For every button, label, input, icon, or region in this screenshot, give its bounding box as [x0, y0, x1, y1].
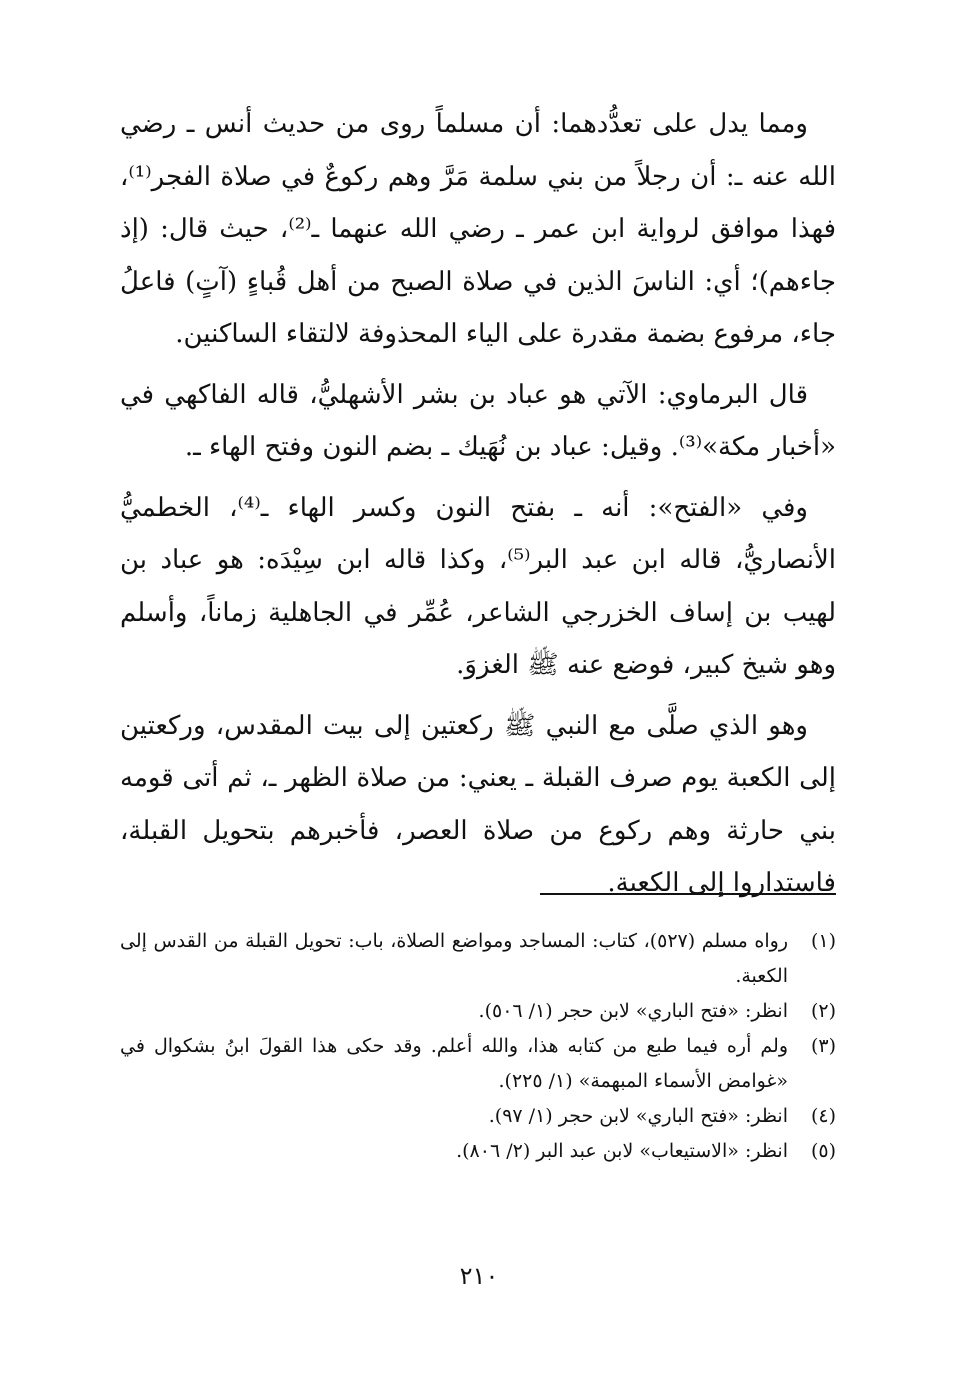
footnote-4 [120, 1099, 836, 1134]
paragraph-3: وفي «الفتح»: أنه ـ بفتح النون وكسر الهاء ـ⁽⁴⁾، الخطميُّ الأنصاريُّ، قاله ابن عبد البر⁽⁵⁾، وكذا قاله ابن سِيْدَه: هو عباد بن لهيب بن إساف الخزرجي الشاعر، عُمِّر في الجاهلية زماناً، وأسلم وهو شيخ كبير، فوضع عنه ﷺ الغزوَ. [120, 492, 837, 680]
paragraph-1: ومما يدل على تعدُّدهما: أن مسلماً روى من حديث أنس ـ رضي الله عنه ـ: أن رجلاً من بني سلمة مَرَّ وهم ركوعٌ في صلاة الفجر⁽¹⁾، فهذا موافق لرواية ابن عمر ـ رضي الله عنهما ـ⁽²⁾، حيث قال: (إذ جاءهم)؛ أي: الناسَ الذين في صلاة الصبح من أهل قُباءٍ (آتٍ) فاعلُ جاء، مرفوع بضمة مقدرة على الياء المحذوفة لالتقاء الساكنين. [120, 109, 837, 349]
footnote-number: (٤) [810, 1105, 836, 1127]
footnote-3 [120, 1029, 836, 1099]
footnote-number: (٥) [810, 1140, 836, 1162]
footnote-1 [120, 924, 836, 994]
main-text [120, 98, 836, 910]
footnote-number: (١) [810, 930, 836, 952]
paragraph-4: وهو الذي صلَّى مع النبي ﷺ ركعتين إلى بيت المقدس، وركعتين إلى الكعبة يوم صرف القبلة ـ يعني: من صلاة الظهر ـ، ثم أتى قومه بني حارثة وهم ركوع من صلاة العصر، فأخبرهم بتحويل القبلة، فاستداروا إلى الكعبة. [120, 710, 836, 898]
footnote-2 [120, 994, 836, 1029]
page-number: ٢١٠ [459, 1262, 499, 1290]
footnote-text: انظر: «فتح الباري» لابن حجر (١/ ٥٠٦). [478, 1000, 788, 1022]
footnote-text: انظر: «الاستيعاب» لابن عبد البر (٢/ ٨٠٦). [456, 1140, 788, 1162]
footnote-5 [120, 1134, 836, 1169]
paragraph-2: قال البرماوي: الآتي هو عباد بن بشر الأشهليُّ، قاله الفاكهي في «أخبار مكة»⁽³⁾. وقيل: عباد بن نُهَيك ـ بضم النون وفتح الهاء ـ. [120, 379, 836, 462]
footnote-number: (٣) [810, 1035, 836, 1057]
footnotes-list [120, 924, 836, 1169]
footnote-text: رواه مسلم (٥٢٧)، كتاب: المساجد ومواضع الصلاة، باب: تحويل القبلة من القدس إلى الكعبة. [120, 930, 788, 987]
footnote-text: ولم أره فيما طبع من كتابه هذا، والله أعلم. وقد حكى هذا القولَ ابنُ بشكوال في «غوامض الأسماء المبهمة» (١/ ٢٢٥). [120, 1035, 788, 1092]
footnote-text: انظر: «فتح الباري» لابن حجر (١/ ٩٧). [488, 1105, 788, 1127]
footnote-number: (٢) [810, 1000, 836, 1022]
footnote-divider [540, 893, 836, 895]
